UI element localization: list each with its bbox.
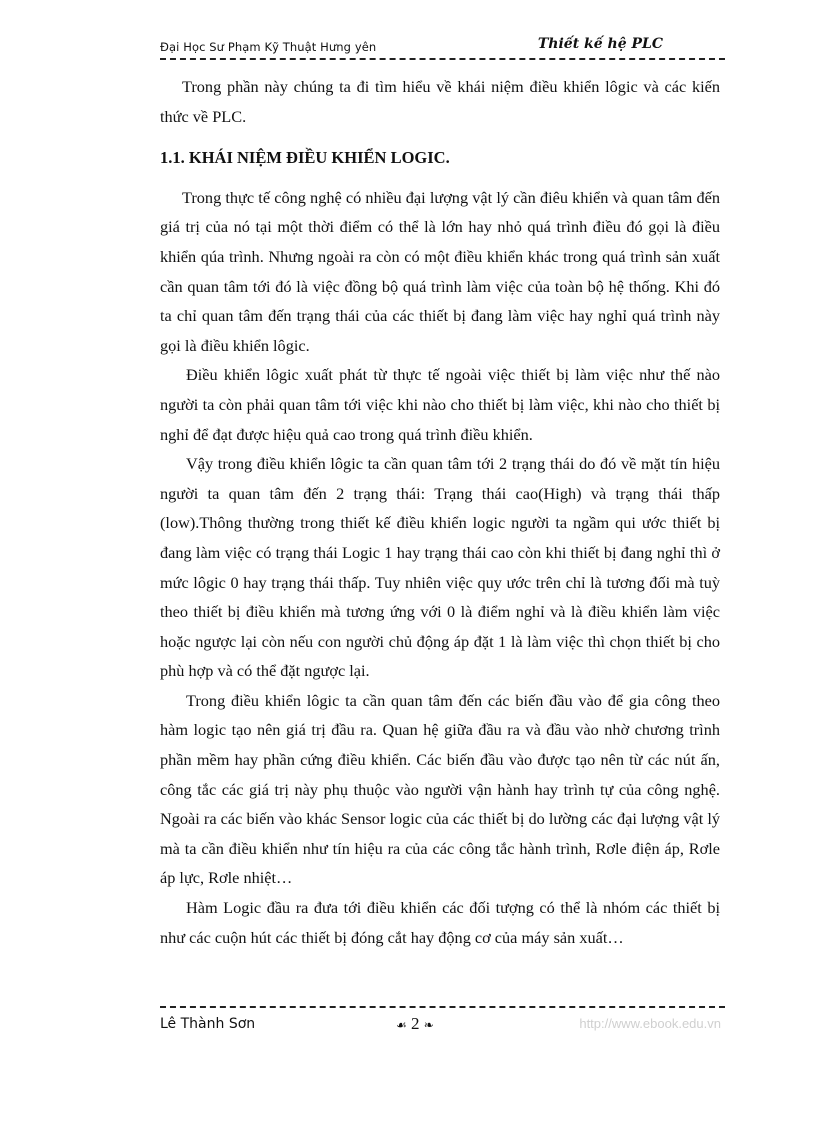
paragraph-4: Trong điều khiển lôgic ta cần quan tâm đến các biến đầu vào để gia công theo hàm logic tạo nên giá trị đầu ra. Quan hệ giữa đầu ra và đầu vào nhờ chương trình phần mềm hay phần cứng điều khiển. Các biến đầu vào được tạo nên từ các nút ấn, công tắc các giá trị này phụ thuộc vào người vận hành hay trình tự của công nghệ. Ngoài ra các biến vào khác Sensor logic của các thiết bị do lường các đại lượng vật lý mà ta cần điều khiển như tín hiệu ra của các công tắc hành trình, Rơle điện áp, Rơle áp lực, Rơle nhiệt… — [160, 690, 720, 888]
section-heading: 1.1. KHÁI NIỆM ĐIỀU KHIỂN LOGIC. — [160, 148, 450, 168]
footer-url: http://www.ebook.edu.vn — [579, 1016, 721, 1031]
ornament-right-icon: ❧ — [423, 1018, 434, 1032]
header-document-title: Thiết kế hệ PLC — [537, 36, 663, 52]
paragraph-5: Hàm Logic đầu ra đưa tới điều khiển các đối tượng có thể là nhóm các thiết bị như các cuộn hút các thiết bị đóng cắt hay động cơ của máy sản xuất… — [160, 898, 720, 947]
header-divider — [160, 58, 725, 60]
footer-author: Lê Thành Sơn — [160, 1016, 256, 1032]
intro-paragraph: Trong phần này chúng ta đi tìm hiểu về khái niệm điều khiển lôgic và các kiến thức về PLC. — [160, 77, 720, 126]
ornament-left-icon: ☙ — [396, 1018, 407, 1032]
paragraph-3: Vậy trong điều khiển lôgic ta cần quan tâm tới 2 trạng thái do đó về mặt tín hiệu người ta quan tâm đến 2 trạng thái: Trạng thái cao(High) và trạng thái thấp (low).Thông thường trong thiết kế điều khiển logic người ta ngầm qui ước thiết bị đang làm việc có trạng thái Logic 1 hay trạng thái cao còn khi thiết bị đang nghỉ thì ở mức lôgic 0 hay trạng thái thấp. Tuy nhiên việc quy ước trên chỉ là tương đối mà tuỳ theo thiết bị điều khiển mà tương ứng với 0 là điểm nghỉ và là điều khiển làm việc hoặc ngược lại còn nếu con người chủ động áp đặt 1 là làm việc thì chọn thiết bị cho phù hợp và có thể đặt ngược lại. — [160, 454, 720, 681]
page-header — [160, 38, 725, 64]
footer-page-number-wrapper — [396, 1014, 434, 1034]
paragraph-1: Trong thực tế công nghệ có nhiều đại lượng vật lý cần điêu khiển và quan tâm đến giá trị của nó tại một thời điểm có thể là lớn hay nhỏ quá trình điều đó gọi là điều khiển qúa trình. Nhưng ngoài ra còn có một điều khiển khác trong quá trình sản xuất cần quan tâm tới đó là việc đồng bộ quá trình làm việc của toàn bộ hệ thống. Khi đó ta chỉ quan tâm đến trạng thái của các thiết bị đang làm việc hay nghỉ quá trình này gọi là điều khiển lôgic. — [160, 187, 720, 355]
page-footer — [160, 1006, 725, 1040]
header-university: Đại Học Sư Phạm Kỹ Thuật Hưng yên — [160, 40, 377, 54]
body-content — [160, 72, 720, 952]
paragraph-2: Điều khiển lôgic xuất phát từ thực tế ngoài việc thiết bị làm việc như thế nào người ta còn phải quan tâm tới việc khi nào cho thiết bị làm việc, khi nào cho thiết bị nghỉ để đạt được hiệu quả cao trong quá trình điều khiển. — [160, 365, 720, 444]
footer-page-number: 2 — [411, 1014, 420, 1033]
footer-divider — [160, 1006, 725, 1008]
